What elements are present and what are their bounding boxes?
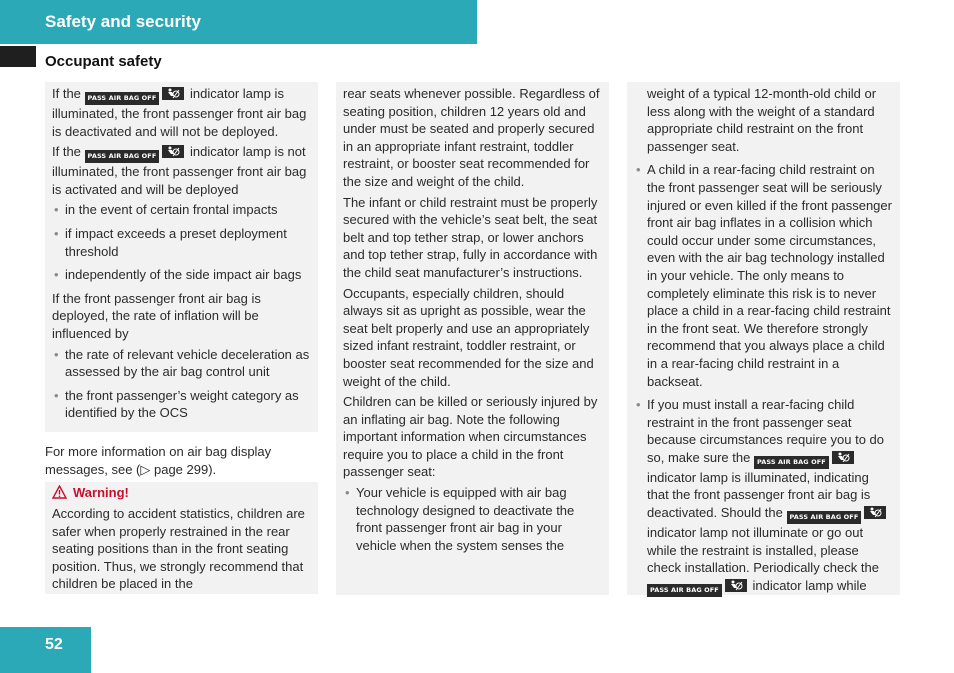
list-item — [634, 396, 894, 597]
text: indicator lamp is illuminated, indicating that the front passenger front air bag is deactivated. Should the — [647, 469, 871, 521]
warning-text: According to accident statistics, children are safer when properly restrained in the rear seating positions than in the front seating position. Thus, we strongly recommend that children be placed in the — [52, 506, 305, 592]
child-seat-list — [343, 484, 603, 554]
paragraph-lamp-off — [52, 143, 312, 198]
airbag-off-icon — [162, 87, 184, 100]
airbag-off-icon — [725, 579, 747, 592]
list-item: • if impact exceeds a preset deployment threshold — [52, 225, 312, 260]
warning-title: Warning! — [73, 485, 129, 500]
list-item: • A child in a rear-facing child restraint on the front passenger seat will be seriously injured or even killed if the front passenger front air bag inflates in a collision which could occur under some circumstances, even with the air bag technology installed in your vehicle. The only means to completely eliminate this risk is to never place a child in a rear-facing child restraint in the front seat. We therefore strongly recommend that you always place a child in a rear-facing child restraint in a backseat. — [634, 161, 894, 390]
list-item: • in the event of certain frontal impacts — [52, 201, 312, 219]
warning-triangle-icon — [52, 485, 67, 499]
paragraph: rear seats whenever possible. Regardless of seating position, children 12 years old and under must be seated and properly secured in an appropriate infant restraint, toddler restraint, or booster seat recommended for the size and weight of the child. — [343, 86, 600, 189]
child-seat-list-2 — [634, 161, 894, 596]
paragraph: The infant or child restraint must be properly secured with the vehicle’s seat belt, the seat belt and top tether strap, or lower anchors and top tether strap, fully in accordance with the child seat manufacturer’s instructions. — [343, 194, 598, 280]
paragraph: weight of a typical 12-month-old child or less along with the weight of a standard appropriate child restraint on the front passenger seat. — [647, 86, 877, 154]
text: indicator lamp is illuminated, the front passenger front air bag is deactivated and will not be deployed. — [52, 86, 307, 139]
paragraph: Occupants, especially children, should always sit as upright as possible, wear the seat belt properly and use an appropriately sized infant restraint, toddler restraint, or booster seat recommended for the size and weight of the child. — [343, 285, 594, 389]
text: indicator lamp not illuminate or go out while the restraint is installed, please check installation. Periodically check the — [647, 525, 879, 576]
warning-box-continued-2 — [627, 82, 900, 595]
paragraph-lamp-on — [52, 85, 312, 140]
text: If you must install a rear-facing child restraint in the front passenger seat because circumstances require you to do so, make sure the — [647, 397, 885, 465]
list-item: • the rate of relevant vehicle deceleration as assessed by the air bag control unit — [52, 346, 312, 381]
list-item: • independently of the side impact air bags — [52, 266, 312, 284]
pass-air-bag-off-lamp: PASS AIR BAG OFF — [787, 511, 862, 524]
inflation-factors-list — [52, 346, 312, 422]
paragraph: Children can be killed or seriously injured by an inflating air bag. Note the following important information when circumstances require you to place a child in the front passenger seat: — [343, 394, 598, 480]
more-info-text: For more information on air bag display messages, see (▷ page 299). — [45, 444, 272, 477]
info-box-airbag-status — [45, 82, 318, 432]
warning-box — [45, 482, 318, 594]
list-item: • Your vehicle is equipped with air bag technology designed to deactivate the front passenger front air bag in your vehicle when the system senses the — [343, 484, 603, 554]
warning-heading — [52, 484, 312, 502]
list-item: • the front passenger’s weight category as identified by the OCS — [52, 387, 312, 422]
airbag-off-icon — [864, 506, 886, 519]
pass-air-bag-off-lamp: PASS AIR BAG OFF — [647, 584, 722, 597]
text: indicator lamp while — [752, 577, 867, 593]
paragraph-inflation: If the front passenger front air bag is deployed, the rate of inflation will be influenced by — [52, 290, 261, 341]
chapter-title: Safety and security — [45, 12, 201, 31]
warning-box-continued — [336, 82, 609, 595]
text: If the — [52, 144, 81, 160]
text: indicator lamp is not illuminated, the front passenger front air bag is activated and will be deployed — [52, 144, 307, 197]
text: If the — [52, 86, 81, 101]
airbag-off-icon — [162, 145, 184, 158]
pass-air-bag-off-lamp: PASS AIR BAG OFF — [85, 150, 160, 163]
deployment-conditions-list — [52, 201, 312, 283]
page-number: 52 — [45, 636, 63, 653]
pass-air-bag-off-lamp: PASS AIR BAG OFF — [85, 92, 160, 105]
pass-air-bag-off-lamp: PASS AIR BAG OFF — [754, 456, 829, 469]
section-marker — [0, 46, 36, 67]
section-title: Occupant safety — [45, 53, 162, 70]
airbag-off-icon — [832, 451, 854, 464]
